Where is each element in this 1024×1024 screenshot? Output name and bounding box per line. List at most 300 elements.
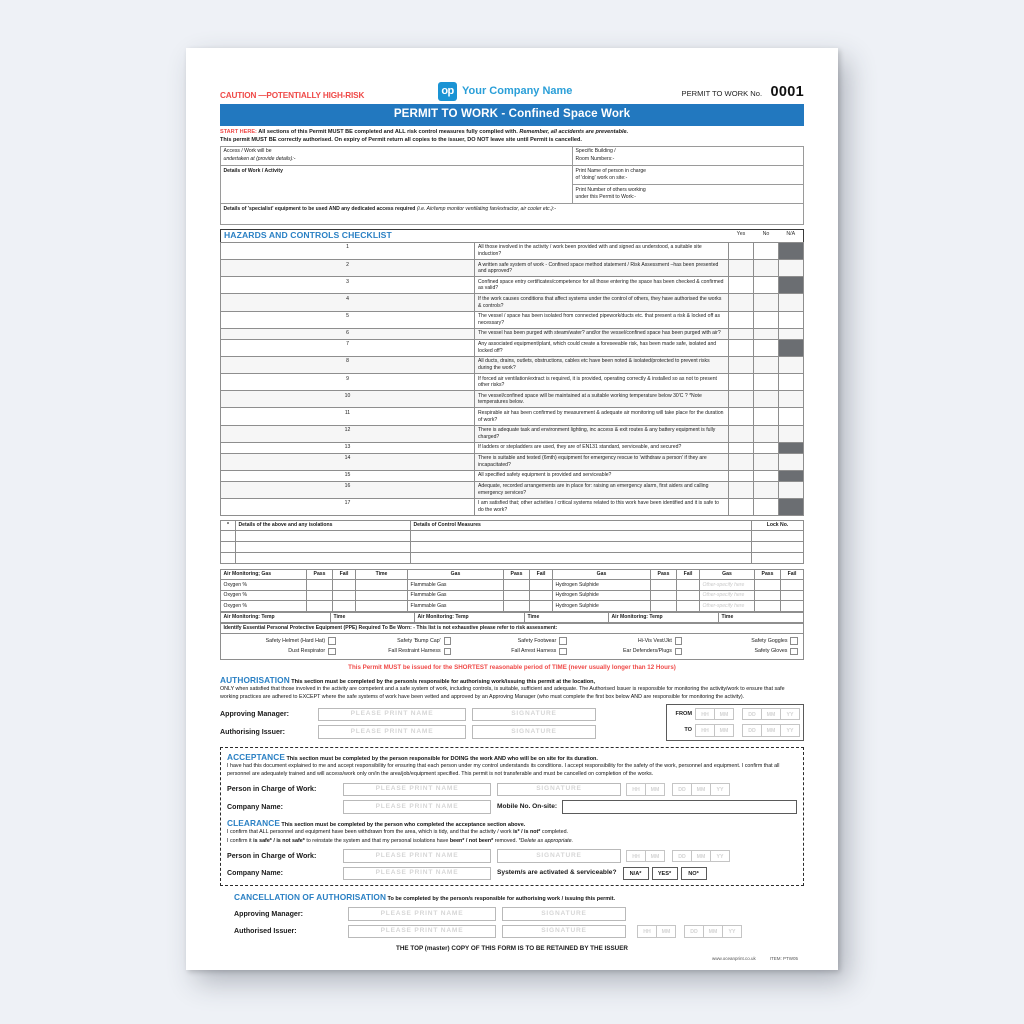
gas-name-flammable: Flammable Gas: [408, 601, 504, 612]
flammable-fail-cell[interactable]: [530, 590, 553, 601]
ppe-checkbox[interactable]: [328, 637, 336, 645]
mobile-number-input[interactable]: [562, 800, 797, 814]
permit-form: [220, 74, 804, 962]
temp-time-1[interactable]: Time: [331, 612, 415, 622]
acceptance-person-name-input[interactable]: PLEASE PRINT NAME: [343, 783, 491, 797]
system-option-button[interactable]: N/A*: [623, 867, 649, 881]
air-monitoring-row: [221, 601, 804, 612]
cancellation-issuer-name-input[interactable]: PLEASE PRINT NAME: [348, 925, 496, 939]
hazard-no-cell[interactable]: [754, 242, 779, 259]
hazard-no-cell[interactable]: [754, 374, 779, 391]
isolations-table: [220, 520, 804, 564]
hazard-yes-cell[interactable]: [729, 408, 754, 425]
start-here-tag: START HERE:: [220, 128, 257, 135]
hazard-yes-cell[interactable]: [729, 470, 754, 481]
authorisation-section: [220, 675, 804, 741]
ppe-checkbox[interactable]: [444, 648, 452, 656]
ppe-item-label: Safety Footwear: [517, 637, 557, 644]
other-pass-cell[interactable]: [755, 601, 781, 612]
isolation-blank-row: [221, 553, 804, 564]
clearance-date-group: [673, 850, 730, 863]
cancellation-title: CANCELLATION OF AUTHORISATION: [234, 892, 387, 903]
cancellation-hh-input[interactable]: HH: [637, 925, 657, 938]
hazard-number: 5: [221, 311, 475, 328]
hazard-na-cell[interactable]: [779, 408, 804, 425]
control-measures-header: Details of Control Measures: [411, 520, 752, 530]
hazard-row: [221, 498, 804, 515]
hazard-row: [221, 453, 804, 470]
isolation-controls-cell[interactable]: [411, 553, 752, 564]
table-row: [221, 166, 804, 185]
op-logo-icon: op: [438, 82, 457, 101]
acceptance-date-group: [673, 783, 730, 796]
ppe-item: [685, 636, 801, 647]
ppe-item-label: Dust Respirator: [288, 648, 326, 655]
clearance-line1: [227, 829, 797, 837]
clearance-line2-c: to reinstate the system and that my personal isolations have: [306, 837, 449, 844]
isolation-star-cell[interactable]: [221, 553, 236, 564]
ppe-item-label: Safety 'Bump Cap': [397, 637, 441, 644]
ppe-column: [339, 636, 455, 657]
hazard-na-cell: [779, 470, 804, 481]
oxygen-fail-cell[interactable]: [333, 601, 356, 612]
clearance-month-input[interactable]: MM: [691, 850, 711, 863]
table-row: [221, 634, 804, 660]
isolations-blank-rows: [221, 531, 804, 564]
acceptance-mm-input[interactable]: MM: [645, 783, 665, 796]
hazard-no-cell[interactable]: [754, 356, 779, 373]
column-header-fail-3: Fail: [677, 569, 700, 580]
h2s-pass-cell[interactable]: [651, 580, 677, 591]
hazard-text: The vessel / space has been isolated from connected pipework/ducts etc. that present a risk & locked off as necessary?: [475, 311, 729, 328]
hazard-na-cell: [779, 425, 804, 442]
details-of-work-label: Details of Work / Activity: [223, 167, 283, 174]
hazard-yes-cell[interactable]: [729, 442, 754, 453]
isolation-blank-row: [221, 542, 804, 553]
table-row: [221, 612, 804, 622]
cancellation-subtitle: To be completed by the person/s responsible for authorising work / issuing this permit.: [387, 896, 616, 903]
hazard-text: Adequate, recorded arrangements are in place for: raising an emergency alarm, first aiders and calling emergency services?: [475, 481, 729, 498]
from-date-group: [743, 708, 800, 721]
clearance-yy-input[interactable]: YY: [710, 850, 730, 863]
ppe-item-label: Hi-Vis Vest/Jkt: [637, 637, 672, 644]
flammable-pass-cell[interactable]: [504, 601, 530, 612]
authorising-issuer-name-input[interactable]: PLEASE PRINT NAME: [318, 725, 466, 739]
acceptance-hh-input[interactable]: HH: [626, 783, 646, 796]
ppe-checkbox[interactable]: [444, 637, 452, 645]
ppe-checkbox[interactable]: [559, 637, 567, 645]
authorisation-title: AUTHORISATION: [220, 674, 290, 685]
oxygen-pass-cell[interactable]: [307, 590, 333, 601]
building-label-line2: Room Numbers:-: [575, 156, 615, 163]
hazard-no-cell[interactable]: [754, 259, 779, 276]
cancellation-dd-input[interactable]: DD: [684, 925, 704, 938]
temp-label-3[interactable]: Air Monitoring: Temp: [609, 612, 719, 622]
hazard-row: [221, 259, 804, 276]
to-mm-input[interactable]: MM: [714, 724, 734, 737]
hazard-number: 6: [221, 328, 475, 339]
acceptance-dd-input[interactable]: DD: [672, 783, 692, 796]
building-label-line1: Specific Building /: [575, 148, 616, 155]
column-header-fail-4: Fail: [781, 569, 804, 580]
website-link[interactable]: www.oceanprint.co.uk: [711, 956, 756, 962]
hazard-yes-cell[interactable]: [729, 259, 754, 276]
clearance-time-group: [627, 850, 665, 863]
isolation-details-cell[interactable]: [236, 542, 411, 553]
h2s-fail-cell[interactable]: [677, 580, 700, 591]
hazard-na-cell[interactable]: [779, 374, 804, 391]
hazard-no-cell[interactable]: [754, 481, 779, 498]
hazard-no-cell[interactable]: [754, 408, 779, 425]
ppe-item: [454, 646, 570, 657]
company-name: Your Company Name: [462, 85, 573, 98]
hazards-checklist-table: [220, 229, 804, 516]
air-monitoring-row: [221, 580, 804, 591]
gas-name-other[interactable]: Other-specify here: [700, 590, 755, 601]
h2s-pass-cell[interactable]: [651, 590, 677, 601]
hazard-na-cell: [779, 498, 804, 515]
gas-name-h2s: Hydrogen Sulphide: [553, 601, 651, 612]
oxygen-time-cell[interactable]: [356, 601, 408, 612]
clearance-person-signature-input[interactable]: SIGNATURE: [497, 849, 621, 863]
isolation-details-cell[interactable]: [236, 553, 411, 564]
clearance-dd-input[interactable]: DD: [672, 850, 692, 863]
hazard-na-cell: [779, 242, 804, 259]
ppe-column: [685, 636, 801, 657]
clearance-line2-f: *Delete as appropriate.: [518, 837, 574, 844]
to-hh-input[interactable]: HH: [695, 724, 715, 737]
system-option-button[interactable]: YES*: [652, 867, 678, 881]
approving-manager-signature-input[interactable]: SIGNATURE: [472, 708, 596, 722]
clearance-line2-e: removed.: [494, 837, 517, 844]
specialist-label-bold: Details of 'specialist' equipment to be used AND any dedicated access required: [223, 205, 416, 212]
air-monitoring-gas-table: [220, 569, 804, 612]
hazard-row: [221, 425, 804, 442]
temp-time-2[interactable]: Time: [525, 612, 609, 622]
cancellation-mm-input[interactable]: MM: [656, 925, 676, 938]
isolation-lock-cell[interactable]: [752, 553, 804, 564]
hazard-yes-cell[interactable]: [729, 294, 754, 311]
access-location-field[interactable]: [221, 147, 573, 166]
isolation-controls-cell[interactable]: [411, 531, 752, 542]
to-yy-input[interactable]: YY: [780, 724, 800, 737]
flammable-pass-cell[interactable]: [504, 590, 530, 601]
hazard-yes-cell[interactable]: [729, 242, 754, 259]
h2s-fail-cell[interactable]: [677, 590, 700, 601]
temp-time-3[interactable]: Time: [719, 612, 804, 622]
hazard-yes-cell[interactable]: [729, 481, 754, 498]
ppe-item: [339, 646, 455, 657]
acceptance-company-input[interactable]: PLEASE PRINT NAME: [343, 800, 491, 814]
flammable-fail-cell[interactable]: [530, 580, 553, 591]
gas-name-other[interactable]: Other-specify here: [700, 580, 755, 591]
column-header-gas-4: Gas: [700, 569, 755, 580]
cancellation-manager-label: Approving Manager:: [234, 909, 303, 918]
table-row: [221, 204, 804, 225]
acceptance-title: ACCEPTANCE: [227, 751, 286, 762]
hazard-no-cell[interactable]: [754, 442, 779, 453]
ppe-checkbox[interactable]: [675, 648, 683, 656]
acceptance-person-row: [227, 783, 797, 797]
ppe-checkbox[interactable]: [790, 637, 798, 645]
hazard-yes-cell[interactable]: [729, 498, 754, 515]
hazard-na-cell: [779, 442, 804, 453]
hazard-row: [221, 374, 804, 391]
column-header-pass-4: Pass: [755, 569, 781, 580]
permit-number-block: [638, 83, 804, 104]
ppe-item: [454, 636, 570, 647]
column-header-gas-2: Gas: [408, 569, 504, 580]
column-header-na: N/A: [786, 231, 796, 238]
to-month-input[interactable]: MM: [761, 724, 781, 737]
hazard-row: [221, 391, 804, 408]
hazard-no-cell[interactable]: [754, 328, 779, 339]
hazard-na-cell: [779, 339, 804, 356]
acceptance-yy-input[interactable]: YY: [710, 783, 730, 796]
from-month-input[interactable]: MM: [761, 708, 781, 721]
hazard-no-cell[interactable]: [754, 425, 779, 442]
hazard-no-cell[interactable]: [754, 498, 779, 515]
clearance-hh-input[interactable]: HH: [626, 850, 646, 863]
from-yy-input[interactable]: YY: [780, 708, 800, 721]
hazard-text: There is adequate task and environment lighting, inc access & exit routes & any battery equipment is fully charged?: [475, 425, 729, 442]
isolation-details-cell[interactable]: [236, 531, 411, 542]
hazard-number: 14: [221, 453, 475, 470]
column-header-pass: Pass: [307, 569, 333, 580]
oxygen-fail-cell[interactable]: [333, 590, 356, 601]
other-fail-cell[interactable]: [781, 601, 804, 612]
isolation-star-cell[interactable]: [221, 542, 236, 553]
isolation-blank-row: [221, 531, 804, 542]
system-serviceable-options: [623, 867, 707, 881]
lock-number-header: Lock No.: [752, 520, 804, 530]
from-dd-input[interactable]: DD: [742, 708, 762, 721]
access-label-line1: Access / Work will be: [223, 148, 272, 155]
isolations-details-header: Details of the above and any isolations: [236, 520, 411, 530]
access-label-line2: undertaken at (provide details):-: [223, 156, 296, 163]
details-of-work-field[interactable]: [221, 166, 573, 204]
isolation-lock-cell[interactable]: [752, 531, 804, 542]
hazard-yes-cell[interactable]: [729, 277, 754, 294]
clearance-line2-a: I confirm it: [227, 837, 252, 844]
validity-period-block: [666, 704, 804, 741]
hazard-row: [221, 339, 804, 356]
flammable-fail-cell[interactable]: [530, 601, 553, 612]
oxygen-fail-cell[interactable]: [333, 580, 356, 591]
acceptance-clearance-block: [220, 747, 804, 887]
to-dd-input[interactable]: DD: [742, 724, 762, 737]
cancellation-manager-signature-input[interactable]: SIGNATURE: [502, 907, 626, 921]
ppe-item: [570, 636, 686, 647]
hazard-row: [221, 481, 804, 498]
hazard-no-cell[interactable]: [754, 311, 779, 328]
approving-manager-label: Approving Manager:: [220, 710, 289, 719]
ppe-checkbox-grid: [223, 636, 801, 657]
clearance-mm-input[interactable]: MM: [645, 850, 665, 863]
temp-label-1[interactable]: Air Monitoring: Temp: [221, 612, 331, 622]
building-room-field[interactable]: [573, 147, 804, 166]
clearance-line1-a: I confirm that ALL personnel and equipment have been withdrawn from the area, which is tidy, and that the activity / work: [227, 829, 512, 836]
cancellation-month-input[interactable]: MM: [703, 925, 723, 938]
hazard-text: A written safe system of work - Confined space method statement / Risk Assessment –has been presented and approved?: [475, 259, 729, 276]
ppe-item: [223, 636, 339, 647]
hazard-text: The vessel/confined space will be maintained at a suitable working temperature below 30'C ? *Note temperatures below.: [475, 391, 729, 408]
cancellation-manager-name-input[interactable]: PLEASE PRINT NAME: [348, 907, 496, 921]
isolation-lock-cell[interactable]: [752, 542, 804, 553]
isolation-star-cell[interactable]: [221, 531, 236, 542]
hazard-number: 17: [221, 498, 475, 515]
hazard-no-cell[interactable]: [754, 391, 779, 408]
footer-credits: [220, 956, 804, 962]
person-charge-label-line2: of 'doing' work on site:-: [575, 175, 628, 182]
hazard-yes-cell[interactable]: [729, 374, 754, 391]
other-pass-cell[interactable]: [755, 580, 781, 591]
ppe-item-label: Safety Helmet (Hard Hat): [265, 637, 326, 644]
cancellation-time-group: [638, 925, 676, 938]
specialist-equipment-field[interactable]: [221, 204, 804, 225]
ppe-item-label: Ear Defenders/Plugs: [623, 648, 672, 655]
clearance-company-input[interactable]: PLEASE PRINT NAME: [343, 867, 491, 881]
column-header-gas-3: Gas: [553, 569, 651, 580]
acceptance-subtitle: This section must be completed by the person responsible for DOING the work AND who will be on site for its duration.: [286, 755, 598, 762]
hazard-row: [221, 311, 804, 328]
hazard-na-cell: [779, 277, 804, 294]
hazard-text: If the work causes conditions that affect systems under the control of others, they have authorised the works & controls?: [475, 294, 729, 311]
ppe-checkbox[interactable]: [559, 648, 567, 656]
cancellation-section: [220, 892, 804, 938]
ppe-column: [570, 636, 686, 657]
ppe-checkbox[interactable]: [328, 648, 336, 656]
temp-label-2[interactable]: Air Monitoring: Temp: [415, 612, 525, 622]
from-hh-input[interactable]: HH: [695, 708, 715, 721]
acceptance-month-input[interactable]: MM: [691, 783, 711, 796]
hazard-na-cell: [779, 356, 804, 373]
to-label: TO: [684, 727, 692, 733]
ppe-item: [685, 646, 801, 657]
ppe-item: [339, 636, 455, 647]
table-row: [221, 624, 804, 634]
oxygen-pass-cell[interactable]: [307, 601, 333, 612]
other-fail-cell[interactable]: [781, 580, 804, 591]
other-fail-cell[interactable]: [781, 590, 804, 601]
hazard-number: 10: [221, 391, 475, 408]
hazard-text: There is suitable and tested (6mth) equipment for emergency rescue to 'withdraw a person' if they are incapacitated?: [475, 453, 729, 470]
from-mm-input[interactable]: MM: [714, 708, 734, 721]
person-charge-label-line1: Print Name of person in charge: [575, 167, 646, 174]
other-pass-cell[interactable]: [755, 590, 781, 601]
item-code: ITEM: PTW05: [769, 956, 798, 962]
isolation-controls-cell[interactable]: [411, 542, 752, 553]
flammable-pass-cell[interactable]: [504, 580, 530, 591]
number-of-others-field[interactable]: [573, 185, 804, 204]
cancellation-issuer-signature-input[interactable]: SIGNATURE: [502, 925, 626, 939]
ppe-item-label: Safety Gloves: [754, 648, 788, 655]
hazard-yes-cell[interactable]: [729, 391, 754, 408]
column-header-time: Time: [356, 569, 408, 580]
h2s-fail-cell[interactable]: [677, 601, 700, 612]
ppe-item: [570, 646, 686, 657]
hazard-na-cell[interactable]: [779, 311, 804, 328]
gas-name-oxygen: Oxygen %: [221, 580, 307, 591]
cancellation-issuer-row: [220, 925, 804, 939]
h2s-pass-cell[interactable]: [651, 601, 677, 612]
hazard-row: [221, 294, 804, 311]
gas-name-flammable: Flammable Gas: [408, 580, 504, 591]
column-header-pass-3: Pass: [651, 569, 677, 580]
hazards-rows: [221, 242, 804, 515]
hazard-no-cell[interactable]: [754, 453, 779, 470]
gas-name-h2s: Hydrogen Sulphide: [553, 590, 651, 601]
acceptance-person-signature-input[interactable]: SIGNATURE: [497, 783, 621, 797]
others-label-line2: under this Permit to Work:-: [575, 194, 636, 201]
hazard-number: 7: [221, 339, 475, 356]
hazard-row: [221, 442, 804, 453]
clearance-person-name-input[interactable]: PLEASE PRINT NAME: [343, 849, 491, 863]
hazard-no-cell[interactable]: [754, 294, 779, 311]
to-datetime-row: [670, 724, 800, 738]
hazard-text: If forced air ventilation/extract is required, it is provided, operating correctly & installed so as not to present other risks?: [475, 374, 729, 391]
ppe-column: [223, 636, 339, 657]
person-in-charge-field[interactable]: [573, 166, 804, 185]
hazard-yes-cell[interactable]: [729, 425, 754, 442]
form-header: [220, 74, 804, 104]
hazard-na-cell[interactable]: [779, 294, 804, 311]
oxygen-pass-cell[interactable]: [307, 580, 333, 591]
hazard-row: [221, 328, 804, 339]
air-monitoring-temp-table: [220, 612, 804, 623]
gas-name-oxygen: Oxygen %: [221, 590, 307, 601]
air-monitoring-rows: [221, 580, 804, 612]
hazard-no-cell[interactable]: [754, 277, 779, 294]
cancellation-yy-input[interactable]: YY: [722, 925, 742, 938]
hazard-yes-cell[interactable]: [729, 339, 754, 356]
gas-name-other[interactable]: Other-specify here: [700, 601, 755, 612]
hazard-yes-cell[interactable]: [729, 356, 754, 373]
ppe-checkbox[interactable]: [790, 648, 798, 656]
hazard-number: 1: [221, 242, 475, 259]
table-row: [221, 147, 804, 166]
ppe-checkbox[interactable]: [675, 637, 683, 645]
gas-name-h2s: Hydrogen Sulphide: [553, 580, 651, 591]
oxygen-time-cell[interactable]: [356, 590, 408, 601]
approving-manager-row: [220, 708, 658, 722]
ppe-item-label: Safety Goggles: [751, 637, 788, 644]
others-label-line1: Print Number of others working: [575, 186, 646, 193]
hazard-na-cell[interactable]: [779, 328, 804, 339]
ppe-item-label: Fall Arrest Harness: [511, 648, 557, 655]
company-branding: [438, 82, 638, 104]
hazard-text: All specified safety equipment is provided and serviceable?: [475, 470, 729, 481]
oxygen-time-cell[interactable]: [356, 580, 408, 591]
authorisation-body: ONLY when satisfied that those involved in the activity are competent and a safe system of work, including controls, is suitable, sufficient and adequate. The Authorised Issuer is responsible for monitoring the activity/work to ensure that safe working practices are adhered to EXCEPT where the safe systems of work have been vetted and approved by an Approving Manager (who must complete the first box below AND are responsible for monitoring the activity).: [220, 686, 785, 701]
hazard-no-cell[interactable]: [754, 470, 779, 481]
hazard-yes-cell[interactable]: [729, 453, 754, 470]
permit-document-page: [186, 48, 838, 970]
authorising-issuer-signature-input[interactable]: SIGNATURE: [472, 725, 596, 739]
hazard-text: If ladders or stepladders are used, they are of EN131 standard, serviceable, and secured?: [475, 442, 729, 453]
hazard-yes-cell[interactable]: [729, 328, 754, 339]
hazard-text: All ducts, drains, outlets, obstructions, cables etc have been noted & isolated/protected to prevent risks during the work?: [475, 356, 729, 373]
hazard-row: [221, 356, 804, 373]
clearance-line2-d: been* / not been*: [449, 837, 494, 844]
approving-manager-name-input[interactable]: PLEASE PRINT NAME: [318, 708, 466, 722]
hazard-text: I am satisfied that; other activities / critical systems related to this work have been identified and it is safe to do the work?: [475, 498, 729, 515]
hazard-no-cell[interactable]: [754, 339, 779, 356]
hazard-yes-cell[interactable]: [729, 311, 754, 328]
system-option-button[interactable]: NO*: [681, 867, 707, 881]
acceptance-company-label: Company Name:: [227, 802, 283, 811]
hazard-number: 8: [221, 356, 475, 373]
